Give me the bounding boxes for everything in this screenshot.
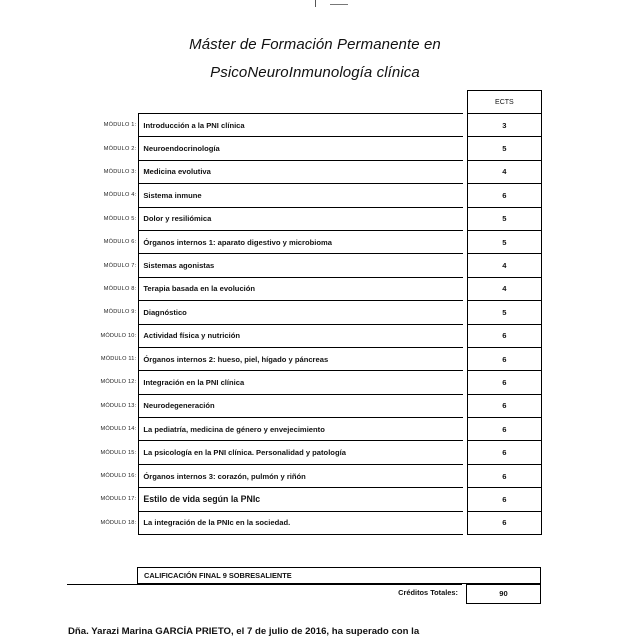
module-row	[67, 184, 542, 207]
module-ects: 6	[467, 347, 541, 370]
module-name: La pediatría, medicina de género y envejecimiento	[139, 418, 463, 441]
module-number: MÓDULO 10:	[100, 332, 137, 339]
module-name: Neurodegeneración	[139, 394, 463, 417]
module-name: Actividad física y nutrición	[139, 324, 463, 347]
module-number: MÓDULO 2:	[103, 145, 137, 152]
module-name: Terapia basada en la evolución	[139, 277, 463, 300]
module-ects: 6	[467, 488, 541, 511]
module-name: La psicología en la PNI clínica. Personalidad y patología	[139, 441, 463, 464]
module-row	[67, 301, 542, 324]
module-ects: 4	[467, 254, 541, 277]
module-row	[67, 230, 542, 253]
module-number: MÓDULO 7:	[103, 262, 137, 269]
module-ects: 6	[467, 371, 541, 394]
module-row	[67, 418, 542, 441]
total-credits-label: Créditos Totales:	[398, 588, 458, 597]
total-credits-value: 90	[466, 584, 541, 604]
module-number: MÓDULO 16:	[100, 473, 137, 480]
module-number: MÓDULO 12:	[100, 379, 137, 386]
module-row	[67, 114, 542, 137]
module-row	[67, 254, 542, 277]
module-name: Dolor y resiliómica	[139, 207, 463, 230]
module-ects: 6	[467, 511, 541, 534]
module-ects: 5	[467, 301, 541, 324]
module-ects: 4	[467, 277, 541, 300]
ects-header: ECTS	[467, 91, 541, 114]
module-number: MÓDULO 18:	[100, 519, 137, 526]
module-ects: 5	[467, 137, 541, 160]
module-name: Medicina evolutiva	[139, 160, 463, 183]
module-name: Introducción a la PNI clínica	[139, 114, 463, 137]
module-ects: 6	[467, 418, 541, 441]
module-number: MÓDULO 15:	[100, 449, 137, 456]
module-name: La integración de la PNIc en la sociedad.	[139, 511, 463, 534]
module-name: Integración en la PNI clínica	[139, 371, 463, 394]
module-number: MÓDULO 5:	[103, 215, 137, 222]
module-ects: 4	[467, 160, 541, 183]
module-row	[67, 488, 542, 511]
module-ects: 6	[467, 394, 541, 417]
module-number: MÓDULO 6:	[103, 239, 137, 246]
module-row	[67, 511, 542, 534]
title-line-2: PsicoNeuroInmunología clínica	[210, 64, 420, 81]
module-number: MÓDULO 9:	[103, 309, 137, 316]
module-row	[67, 394, 542, 417]
module-ects: 6	[467, 324, 541, 347]
module-number: MÓDULO 1:	[103, 122, 137, 129]
module-name: Órganos internos 1: aparato digestivo y microbioma	[139, 230, 463, 253]
table-header-row	[67, 91, 542, 114]
module-number: MÓDULO 13:	[100, 402, 137, 409]
final-grade-label: CALIFICACIÓN FINAL 9 SOBRESALIENTE	[144, 571, 292, 580]
module-name: Estilo de vida según la PNIc	[139, 488, 463, 511]
module-row	[67, 277, 542, 300]
module-name: Sistemas agonistas	[139, 254, 463, 277]
certificate-footer-text: Dña. Yarazi Marina GARCÍA PRIETO, el 7 de julio de 2016, ha superado con la	[68, 626, 420, 637]
module-name: Neuroendocrinología	[139, 137, 463, 160]
module-row	[67, 137, 542, 160]
module-row	[67, 324, 542, 347]
module-ects: 5	[467, 207, 541, 230]
module-row	[67, 347, 542, 370]
module-ects: 5	[467, 230, 541, 253]
module-number: MÓDULO 3:	[103, 168, 137, 175]
module-number: MÓDULO 4:	[103, 192, 137, 199]
module-name: Diagnóstico	[139, 301, 463, 324]
module-number: MÓDULO 11:	[100, 356, 137, 363]
top-tick-mark	[315, 0, 316, 7]
module-number: MÓDULO 17:	[100, 496, 137, 503]
total-divider	[67, 584, 462, 585]
module-row	[67, 160, 542, 183]
module-ects: 6	[467, 184, 541, 207]
top-underline-mark	[330, 4, 348, 5]
module-number: MÓDULO 8:	[103, 285, 137, 292]
module-ects: 3	[467, 114, 541, 137]
modules-table	[67, 90, 542, 535]
module-ects: 6	[467, 464, 541, 487]
module-row	[67, 371, 542, 394]
module-number: MÓDULO 14:	[100, 426, 137, 433]
module-name: Órganos internos 2: hueso, piel, hígado y páncreas	[139, 347, 463, 370]
module-name: Sistema inmune	[139, 184, 463, 207]
module-ects: 6	[467, 441, 541, 464]
module-row	[67, 207, 542, 230]
module-row	[67, 441, 542, 464]
page-top-fragment	[0, 0, 640, 10]
module-name: Órganos internos 3: corazón, pulmón y riñón	[139, 464, 463, 487]
module-row	[67, 464, 542, 487]
final-grade-box	[137, 567, 541, 584]
title-line-1: Máster de Formación Permanente en	[189, 36, 441, 53]
